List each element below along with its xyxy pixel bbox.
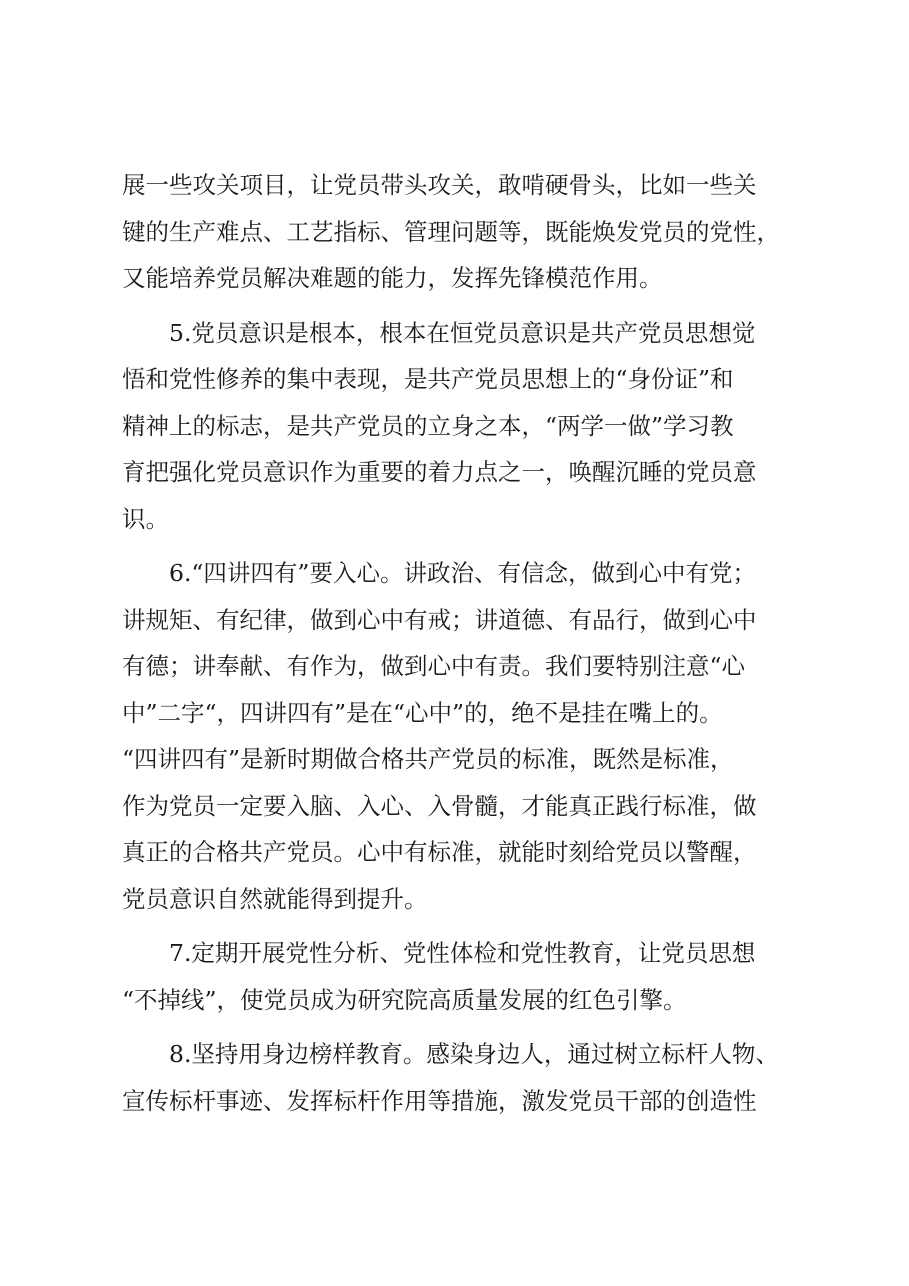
text-line: “不掉线”，使党员成为研究院高质量发展的红色引擎。 [122,985,687,1014]
text-line: 宣传标杆事迹、发挥标杆作用等措施，激发党员干部的创造性 [122,1086,757,1115]
text-line: 悟和党性修养的集中表现，是共产党员思想上的“身份证”和 [122,365,734,393]
text-line: 8.坚持用身边榜样教育。感染身边人，通过树立标杆人物、 [169,1040,779,1068]
text-line: 又能培养党员解决难题的能力，发挥先锋模范作用。 [122,264,663,292]
text-line: 键的生产难点、工艺指标、管理问题等，既能焕发党员的党性， [122,217,780,246]
text-line: 有德；讲奉献、有作为，做到心中有责。我们要特别注意“心 [122,652,746,680]
paragraph-1 [122,162,802,302]
text-line: 展一些攻关项目，让党员带头攻关，敢啃硬骨头，比如一些关 [122,171,757,199]
text-line: 讲规矩、有纪律，做到心中有戒；讲道德、有品行，做到心中 [122,605,757,634]
document-body [122,162,802,1124]
paragraph-4 [122,930,802,1023]
text-line: 5.党员意识是根本，根本在恒党员意识是共产党员思想觉 [169,318,756,347]
text-line: 精神上的标志，是共产党员的立身之本，“两学一做”学习教 [122,411,734,440]
paragraph-2 [122,310,802,543]
paragraph-5 [122,1031,802,1124]
text-line: 6.“四讲四有”要入心。讲政治、有信念，做到心中有党； [169,559,756,587]
text-line: 7.定期开展党性分析、党性体检和党性教育，让党员思想 [169,939,756,967]
text-line: 育把强化党员意识作为重要的着力点之一，唤醒沉睡的党员意 [122,458,757,486]
text-line: 真正的合格共产党员。心中有标准，就能时刻给党员以警醒， [122,838,757,866]
text-line: 党员意识自然就能得到提升。 [122,884,428,913]
text-line: 作为党员一定要入脑、入心、入骨髓，才能真正践行标准，做 [122,791,757,820]
text-line: 中”二字“，四讲四有”是在“心中”的，绝不是挂在嘴上的。 [122,698,723,727]
paragraph-3 [122,550,802,922]
text-line: “四讲四有”是新时期做合格共产党员的标准，既然是标准， [122,745,734,773]
text-line: 识。 [122,504,169,533]
